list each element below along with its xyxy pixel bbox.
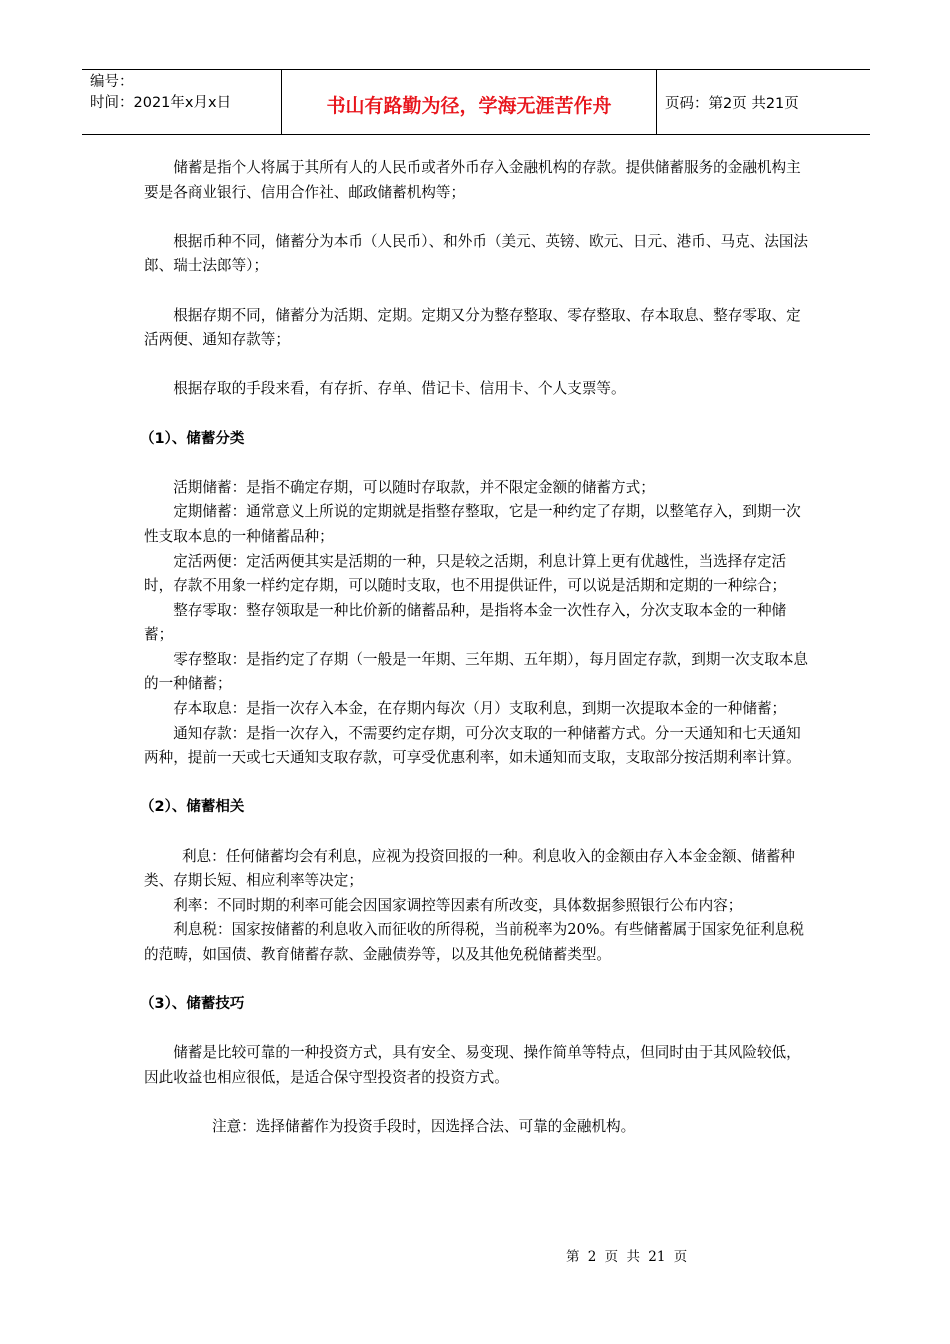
section-title-tips: （3）、储蓄技巧 — [140, 996, 245, 1013]
intro-paragraph: 根据币种不同，储蓄分为本币（人民币）、和外币（美元、英镑、欧元、日元、港币、马克、法国法郎、瑞士法郎等）； — [144, 232, 809, 275]
page-header — [82, 69, 870, 135]
page-footer: 第 2 页 共 21 页 — [566, 1249, 688, 1265]
intro-paragraph: 根据存期不同，储蓄分为活期、定期。定期又分为整存整取、零存整取、存本取息、整存零取、定活两便、通知存款等； — [144, 306, 801, 349]
header-meta — [82, 70, 282, 134]
related-paragraph: 利率：不同时期的利率可能会因国家调控等因素有所改变，具体数据参照银行公布内容； — [173, 896, 743, 914]
related-paragraph: 利息税：国家按储蓄的利息收入而征收的所得税，当前税率为20%。有些储蓄属于国家免征利息税的范畴，如国债、教育储蓄存款、金融债券等，以及其他免税储蓄类型。 — [144, 921, 804, 963]
document-date: 时间：2021年x月x日 — [90, 95, 232, 111]
classification-paragraph: 定活两便：定活两便其实是活期的一种，只是较之活期，利息计算上更有优越性，当选择存定活时，存款不用象一样约定存期，可以随时支取，也不用提供证件，可以说是活期和定期的一种综合； — [144, 552, 787, 595]
intro-paragraph: 储蓄是指个人将属于其所有人的人民币或者外币存入金融机构的存款。提供储蓄服务的金融机构主要是各商业银行、信用合作社、邮政储蓄机构等； — [144, 159, 801, 201]
header-page-info: 页码：第2页 共21页 — [665, 95, 799, 112]
related-paragraph: 利息：任何储蓄均会有利息，应视为投资回报的一种。利息收入的金额由存入本金金额、储蓄种类、存期长短、相应利率等决定； — [144, 847, 795, 890]
classification-paragraph: 零存整取：是指约定了存期（一般是一年期、三年期、五年期），每月固定存款，到期一次支取本息的一种储蓄； — [144, 650, 809, 693]
tips-paragraph: 储蓄是比较可靠的一种投资方式，具有安全、易变现、操作简单等特点，但同时由于其风险较低，因此收益也相应很低，是适合保守型投资者的投资方式。 — [144, 1044, 801, 1086]
classification-paragraph: 定期储蓄：通常意义上所说的定期就是指整存整取，它是一种约定了存期，以整笔存入，到期一次性支取本息的一种储蓄品种； — [144, 503, 801, 545]
header-motto: 书山有路勤为径，学海无涯苦作舟 — [282, 70, 657, 134]
document-body — [140, 156, 810, 1140]
classification-paragraph: 活期储蓄：是指不确定存期，可以随时存取款，并不限定金额的储蓄方式； — [173, 478, 655, 496]
intro-paragraph: 根据存取的手段来看，有存折、存单、借记卡、信用卡、个人支票等。 — [173, 380, 626, 398]
classification-paragraph: 整存零取：整存领取是一种比价新的储蓄品种，是指将本金一次性存入，分次支取本金的一种储蓄； — [144, 601, 787, 644]
note-text: 注意：选择储蓄作为投资手段时，因选择合法、可靠的金融机构。 — [212, 1118, 636, 1136]
classification-paragraph: 存本取息：是指一次存入本金，在存期内每次（月）支取利息，到期一次提取本金的一种储蓄； — [173, 700, 787, 718]
document-number: 编号： — [90, 74, 134, 90]
section-title-related: （2）、储蓄相关 — [140, 799, 245, 816]
classification-paragraph: 通知存款：是指一次存入，不需要约定存期，可分次支取的一种储蓄方式。分一天通知和七天通知两种，提前一天或七天通知支取存款，可享受优惠利率，如未通知而支取，支取部分按活期利率计算。 — [144, 724, 801, 767]
section-title-classification: （1）、储蓄分类 — [140, 430, 245, 447]
